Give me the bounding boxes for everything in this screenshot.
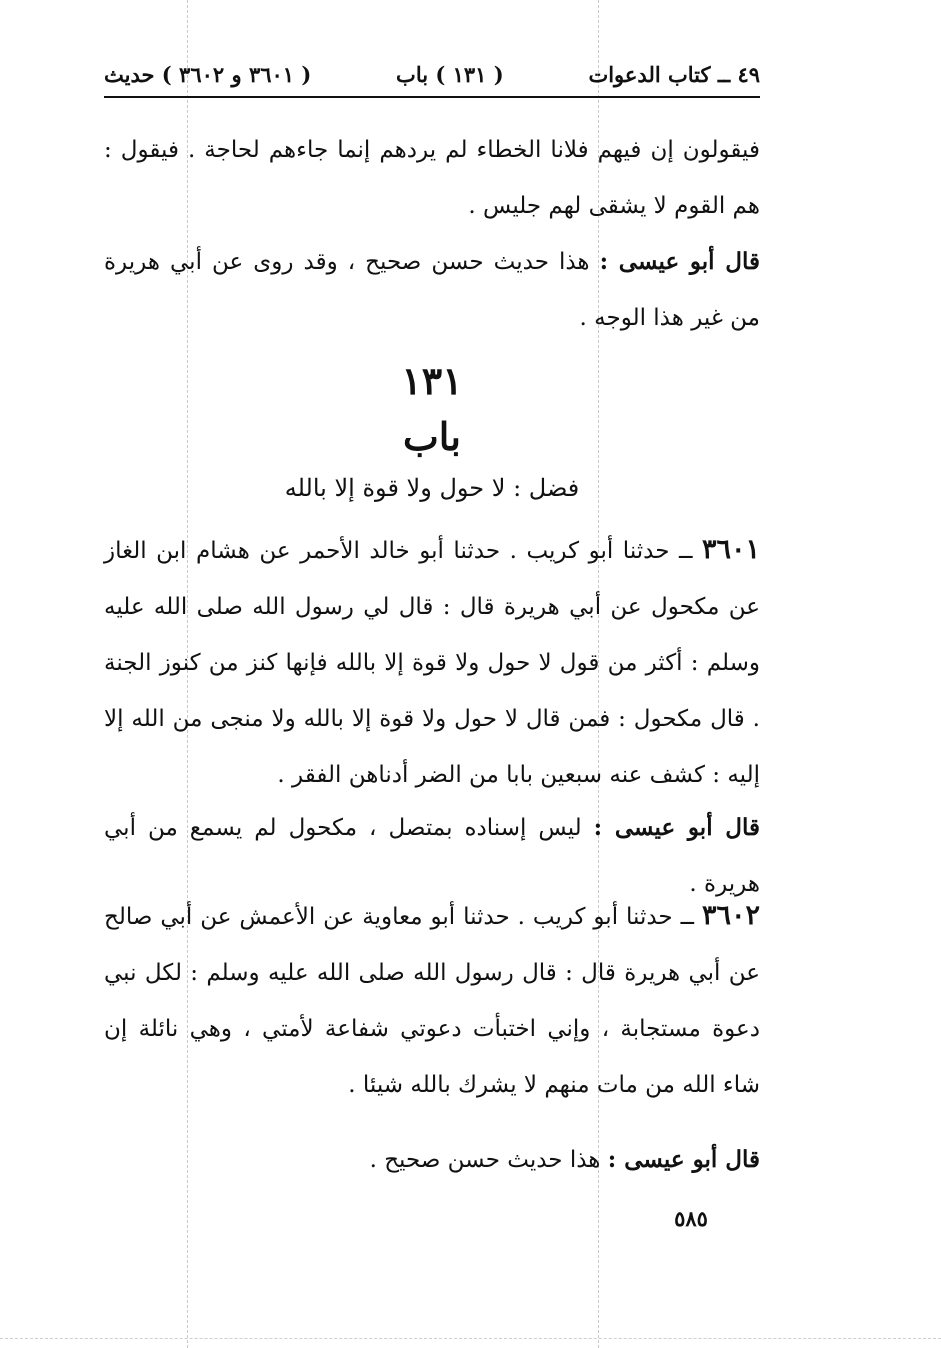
header-chapter-ref: ( ١٣١ ) باب — [396, 61, 504, 87]
commentary-text: ليس إسناده بمتصل ، مكحول لم يسمع من أبي هريرة . — [104, 815, 760, 897]
hadith-text: ــ حدثنا أبو كريب . حدثنا أبو خالد الأحمر عن هشام ابن الغاز عن مكحول عن أبي هريرة قال : قال لي رسول الله صلى الله عليه وسلم : أكثر من قول لا حول ولا قوة إلا بالله فإنها كنز من كنوز الجنة . قال مكحول : فمن قال لا حول ولا قوة إلا بالله ولا منجى من الله إلا إليه : كشف عنه سبعين بابا من الضر أدناهن الفقر . — [104, 538, 760, 788]
header-book-title: ٤٩ ــ كتاب الدعوات — [588, 61, 760, 87]
header-hadith-ref: ( ٣٦٠١ و ٣٦٠٢ ) حديث — [104, 61, 312, 87]
commentary-text: هذا حديث حسن صحيح ، وقد روى عن أبي هريرة من غير هذا الوجه . — [104, 249, 760, 331]
commentary-text: هذا حديث حسن صحيح . — [369, 1147, 601, 1173]
continued-paragraph — [104, 122, 760, 234]
hadith-text: ــ حدثنا أبو كريب . حدثنا أبو معاوية عن الأعمش عن أبي صالح عن أبي هريرة قال : قال رسول الله صلى الله عليه وسلم : لكل نبي دعوة مستجابة ، وإني اختبأت دعوتي شفاعة لأمتي ، وهي نائلة إن شاء الله من مات منهم لا يشرك بالله شيئا . — [104, 904, 760, 1098]
hadith-paragraph — [104, 888, 760, 1113]
commentary-paragraph — [104, 234, 760, 346]
section-title: فضل : لا حول ولا قوة إلا بالله — [284, 474, 580, 502]
running-header — [104, 54, 760, 94]
commentary-lead: قال أبو عيسى : — [607, 1146, 760, 1173]
chapter-number: ١٣١ — [401, 358, 463, 403]
commentary-lead: قال أبو عيسى : — [599, 248, 761, 275]
continued-text: فيقولون إن فيهم فلانا الخطاء لم يردهم إنما جاءهم لحاجة . فيقول : هم القوم لا يشقى لهم جليس . — [104, 137, 760, 219]
header-rule — [104, 96, 760, 98]
scan-guide-line — [0, 1338, 941, 1339]
hadith-number: ٣٦٠٢ — [701, 900, 760, 931]
commentary-paragraph — [104, 1132, 760, 1188]
hadith-paragraph — [104, 522, 760, 803]
commentary-lead: قال أبو عيسى : — [593, 814, 760, 841]
hadith-number: ٣٦٠١ — [701, 534, 760, 565]
page-number: ٥٨٥ — [674, 1206, 708, 1231]
chapter-label: باب — [403, 414, 461, 459]
